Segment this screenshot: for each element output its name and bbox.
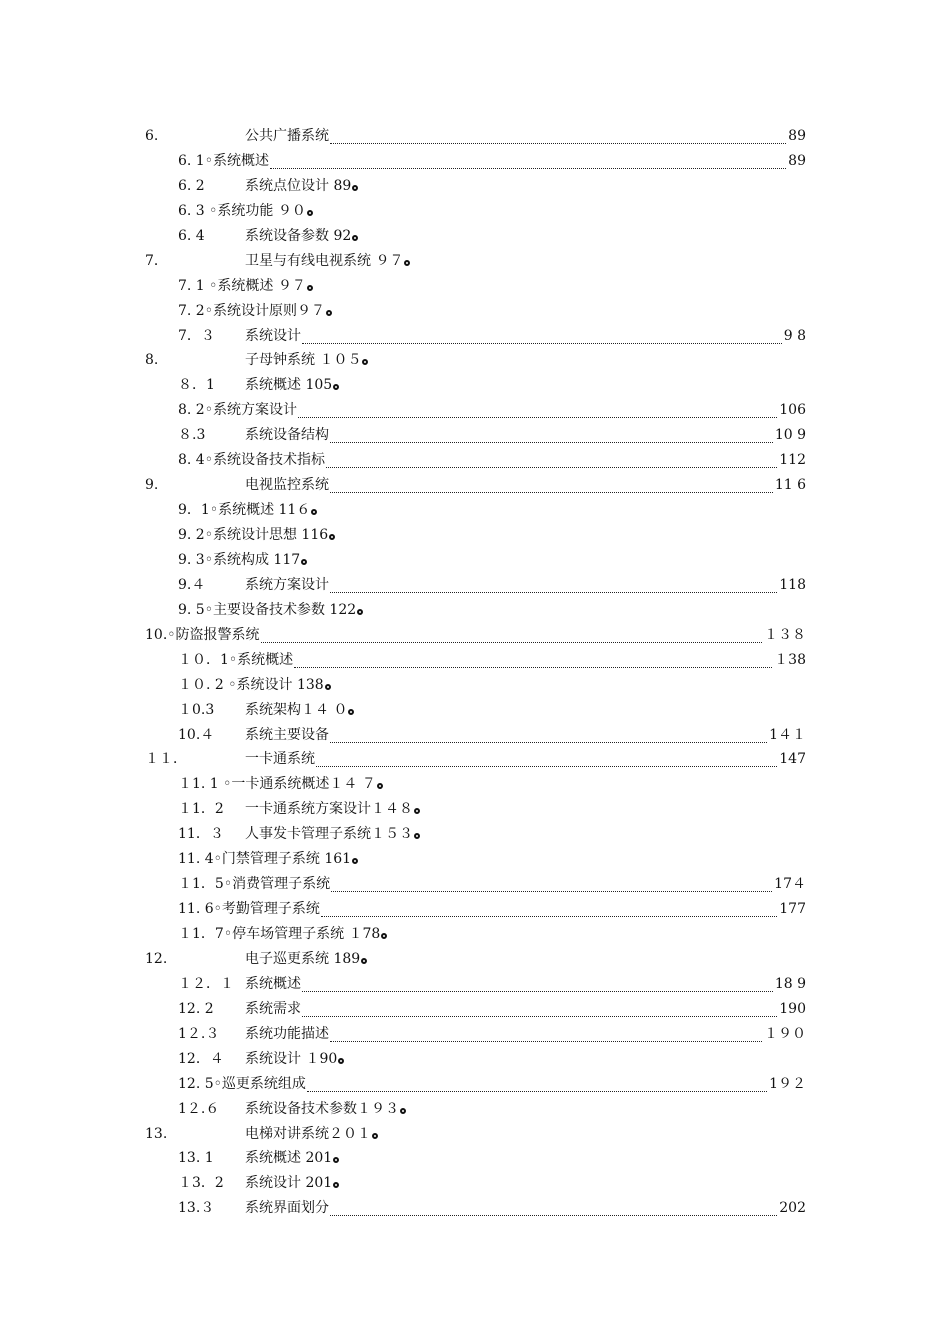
dot-leader — [330, 1205, 777, 1216]
toc-entry — [0, 847, 950, 872]
toc-entry-title: 系统概述 — [245, 975, 301, 992]
toc-entry-title: 系统设计 １90 — [245, 1047, 344, 1072]
toc-entry-title: 系统设备技术参数１９３ — [245, 1097, 406, 1122]
paragraph-mark-icon — [301, 559, 307, 565]
toc-entry — [0, 698, 950, 723]
toc-entry-number: 9. — [145, 477, 159, 494]
toc-entry-number: 12. — [145, 950, 168, 967]
toc-entry — [0, 174, 950, 199]
toc-entry-number: １１． — [145, 751, 187, 768]
dot-leader — [321, 906, 777, 917]
toc-entry-page: 89 — [788, 128, 806, 144]
paragraph-mark-icon — [325, 684, 331, 690]
toc-entry — [0, 972, 950, 997]
toc-entry — [0, 299, 950, 324]
paragraph-mark-icon — [362, 359, 368, 365]
dot-leader — [302, 333, 782, 344]
toc-entry — [0, 1146, 950, 1171]
toc-entry-title: 10.◦防盗报警系统 — [145, 626, 260, 643]
dot-leader — [330, 133, 786, 144]
toc-entry-title: 一卡通系统 — [245, 751, 315, 768]
toc-entry-number: ８.3 — [178, 427, 206, 444]
toc-entry-page: 11 6 — [774, 477, 806, 494]
toc-entry-page: １９０ — [764, 1025, 806, 1042]
toc-entry-title: 9. 5◦主要设备技术参数 122 — [178, 598, 363, 623]
paragraph-mark-icon — [326, 310, 332, 316]
toc-entry — [0, 523, 950, 548]
toc-entry-page: 190 — [779, 1000, 806, 1017]
toc-entry-title: 系统设计 201 — [245, 1171, 339, 1196]
toc-entry — [0, 473, 950, 498]
toc-entry-page: 106 — [779, 402, 806, 419]
toc-entry-title: 公共广播系统 — [245, 128, 329, 144]
toc-entry-title: 系统设计 — [245, 327, 301, 344]
toc-entry-number: 10.４ — [178, 726, 215, 743]
toc-entry — [0, 723, 950, 748]
toc-entry-page: 177 — [779, 901, 806, 918]
toc-entry — [0, 498, 950, 523]
paragraph-mark-icon — [352, 858, 358, 864]
toc-entry-page: 18 9 — [774, 975, 806, 992]
toc-entry-number: 12. 2 — [178, 1000, 214, 1017]
toc-entry-number: 6. 4 — [178, 227, 205, 244]
paragraph-mark-icon — [372, 1133, 378, 1139]
dot-leader — [270, 158, 786, 169]
toc-entry — [0, 598, 950, 623]
toc-entry-title: 系统概述 105 — [245, 373, 339, 398]
toc-entry-page: 1９２ — [769, 1075, 806, 1092]
toc-entry-title: １０. 2 ◦系统设计 138 — [178, 673, 331, 698]
dot-leader — [326, 457, 777, 468]
dot-leader — [261, 632, 762, 643]
toc-entry-page: 112 — [779, 452, 806, 469]
paragraph-mark-icon — [352, 235, 358, 241]
toc-entry — [0, 423, 950, 448]
toc-entry-number: 8. — [145, 352, 159, 369]
toc-entry-number: １２．１ — [178, 975, 234, 992]
toc-entry — [0, 623, 950, 648]
toc-entry — [0, 1171, 950, 1196]
paragraph-mark-icon — [381, 933, 387, 939]
toc-entry-number: 12．４ — [178, 1050, 224, 1067]
dot-leader — [331, 881, 772, 892]
toc-entry-title: 系统设备结构 — [245, 427, 329, 444]
toc-entry — [0, 947, 950, 972]
toc-entry-number: 7． — [145, 252, 168, 269]
toc-entry — [0, 373, 950, 398]
dot-leader — [330, 732, 767, 743]
toc-entry — [0, 224, 950, 249]
paragraph-mark-icon — [404, 260, 410, 266]
toc-entry-title: 8. 2◦系统方案设计 — [178, 402, 297, 419]
dot-leader — [302, 1006, 777, 1017]
dot-leader — [302, 981, 773, 992]
toc-entry-number: 6. — [145, 128, 159, 144]
paragraph-mark-icon — [307, 210, 313, 216]
table-of-contents — [0, 124, 950, 1221]
toc-entry — [0, 1097, 950, 1122]
paragraph-mark-icon — [333, 384, 339, 390]
toc-entry — [0, 997, 950, 1022]
toc-entry-title: 9．1◦系统概述 11６ — [178, 498, 317, 523]
toc-entry-title: 11. 4◦门禁管理子系统 161 — [178, 847, 358, 872]
paragraph-mark-icon — [329, 534, 335, 540]
toc-entry — [0, 348, 950, 373]
paragraph-mark-icon — [352, 185, 358, 191]
dot-leader — [316, 756, 777, 767]
toc-entry-title: 电子巡更系统 189 — [245, 947, 367, 972]
toc-entry — [0, 897, 950, 922]
toc-entry — [0, 1196, 950, 1221]
toc-entry — [0, 324, 950, 349]
paragraph-mark-icon — [361, 958, 367, 964]
toc-entry-number: 7．３ — [178, 327, 215, 344]
dot-leader — [307, 1081, 767, 1092]
toc-entry-title: １1．7◦停车场管理子系统 １78 — [178, 922, 387, 947]
toc-entry-title: 12. 5◦巡更系统组成 — [178, 1075, 306, 1092]
toc-entry — [0, 872, 950, 897]
toc-entry-page: 147 — [779, 751, 806, 768]
toc-entry-title: 子母钟系统 １０５ — [245, 348, 368, 373]
toc-entry-number: 6. 2 — [178, 177, 205, 194]
toc-entry-title: 6. 1◦系统概述 — [178, 152, 269, 169]
toc-entry-page: １38 — [774, 651, 806, 668]
toc-entry-title: １1. 1 ◦一卡通系统概述１４ ７ — [178, 772, 383, 797]
paragraph-mark-icon — [414, 808, 420, 814]
toc-entry — [0, 199, 950, 224]
toc-entry — [0, 274, 950, 299]
toc-entry — [0, 124, 950, 149]
dot-leader — [294, 657, 772, 668]
toc-entry — [0, 249, 950, 274]
toc-entry — [0, 149, 950, 174]
toc-entry-title: 系统功能描述 — [245, 1025, 329, 1042]
toc-entry-number: 9.４ — [178, 576, 206, 593]
toc-entry-title: 电梯对讲系统２０１ — [245, 1122, 378, 1147]
toc-entry — [0, 573, 950, 598]
toc-entry-number: 13. 1 — [178, 1150, 214, 1167]
dot-leader — [330, 1031, 762, 1042]
toc-entry-number: 1２.３ — [178, 1025, 220, 1042]
toc-entry-title: 卫星与有线电视系统 ９７ — [245, 249, 410, 274]
toc-entry — [0, 1047, 950, 1072]
toc-entry-page: 10 9 — [774, 427, 806, 444]
dot-leader — [298, 407, 777, 418]
dot-leader — [330, 432, 773, 443]
toc-entry-title: 7. 2◦系统设计原则９７ — [178, 299, 332, 324]
toc-entry-number: 13.３ — [178, 1200, 215, 1217]
toc-entry-title: 系统架构１４ ０ — [245, 698, 354, 723]
toc-entry-page: 202 — [779, 1200, 806, 1217]
toc-entry — [0, 822, 950, 847]
toc-entry — [0, 772, 950, 797]
toc-entry-title: 系统需求 — [245, 1000, 301, 1017]
toc-entry-number: １3．2 — [178, 1175, 224, 1192]
toc-entry-number: 13. — [145, 1125, 168, 1142]
paragraph-mark-icon — [333, 1157, 339, 1163]
paragraph-mark-icon — [377, 783, 383, 789]
toc-entry — [0, 1122, 950, 1147]
toc-entry-title: １1．5◦消费管理子系统 — [178, 876, 331, 893]
toc-entry — [0, 648, 950, 673]
toc-entry-title: 系统主要设备 — [245, 726, 329, 743]
toc-entry — [0, 448, 950, 473]
paragraph-mark-icon — [348, 709, 354, 715]
toc-entry — [0, 922, 950, 947]
toc-entry-number: ８．1 — [178, 377, 215, 394]
toc-entry — [0, 1022, 950, 1047]
toc-entry-page: 9 8 — [783, 327, 806, 344]
toc-entry — [0, 398, 950, 423]
toc-entry-title: 人事发卡管理子系统１５３ — [245, 822, 420, 847]
toc-entry-title: 9. 3◦系统构成 117 — [178, 548, 307, 573]
paragraph-mark-icon — [333, 1182, 339, 1188]
paragraph-mark-icon — [400, 1108, 406, 1114]
toc-entry-title: 系统界面划分 — [245, 1200, 329, 1217]
toc-entry-title: 8. 4◦系统设备技术指标 — [178, 452, 325, 469]
toc-entry-title: 系统概述 201 — [245, 1146, 339, 1171]
toc-entry-number: 1２.６ — [178, 1100, 220, 1117]
toc-entry — [0, 673, 950, 698]
toc-entry-number: １0.3 — [178, 701, 215, 718]
toc-entry-page: 1４１ — [769, 726, 806, 743]
dot-leader — [330, 482, 773, 493]
toc-entry-title: 11. 6◦考勤管理子系统 — [178, 901, 320, 918]
paragraph-mark-icon — [338, 1058, 344, 1064]
paragraph-mark-icon — [307, 285, 313, 291]
toc-entry-title: 电视监控系统 — [245, 477, 329, 494]
paragraph-mark-icon — [414, 833, 420, 839]
toc-entry-page: 17４ — [774, 876, 806, 893]
toc-entry-title: 系统点位设计 89 — [245, 174, 358, 199]
toc-entry — [0, 747, 950, 772]
toc-entry-title: 一卡通系统方案设计１４８ — [245, 797, 420, 822]
toc-entry-page: 89 — [788, 152, 806, 169]
toc-entry-title: 9. 2◦系统设计思想 116 — [178, 523, 335, 548]
toc-entry-page: 118 — [779, 576, 806, 593]
toc-entry — [0, 548, 950, 573]
toc-entry-title: 6. 3 ◦系统功能 ９０ — [178, 199, 313, 224]
toc-entry-title: １０．1◦系统概述 — [178, 651, 294, 668]
toc-entry-number: 11．３ — [178, 826, 224, 843]
toc-entry-number: １1．2 — [178, 801, 224, 818]
toc-entry-title: 7. 1 ◦系统概述 ９７ — [178, 274, 313, 299]
dot-leader — [330, 582, 777, 593]
toc-entry-page: １３８ — [764, 626, 806, 643]
toc-entry-title: 系统方案设计 — [245, 576, 329, 593]
toc-entry — [0, 797, 950, 822]
toc-entry-title: 系统设备参数 92 — [245, 224, 358, 249]
toc-entry — [0, 1072, 950, 1097]
paragraph-mark-icon — [357, 609, 363, 615]
paragraph-mark-icon — [311, 509, 317, 515]
